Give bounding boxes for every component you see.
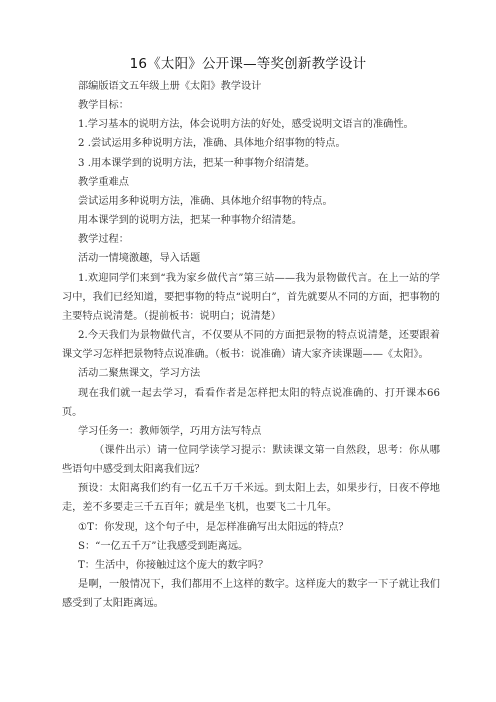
objective-item-1: 1.学习基本的说明方法，体会说明方法的好处，感受说明文语言的准确性。 bbox=[78, 119, 414, 131]
objective-item-2: 2 .尝试运用多种说明方法，准确、具体地介绍事物的特点。 bbox=[78, 138, 346, 150]
dialogue-line: T：生活中，你接触过这个庞大的数字吗？ bbox=[78, 559, 269, 571]
paragraph: 现在我们就一起去学习，看看作者是怎样把太阳的特点说准确的、打开课本66页。 bbox=[62, 387, 440, 418]
activity-heading-2: 活动二聚焦课文，学习方法 bbox=[78, 368, 201, 380]
section-heading-key-points: 教学重难点 bbox=[78, 176, 129, 188]
task-heading-1: 学习任务一：教师领学，巧用方法写特点 bbox=[78, 425, 262, 437]
paragraph: 1.欢迎同学们来到“我为家乡做代言”第三站——我为景物做代言。在上一站的学习中，我们已经知道，要把事物的特点“说明白”，首先就要从不同的方面，把事物的主要特点说清楚。（提前板书：说明白；说清楚） bbox=[62, 272, 440, 322]
section-heading-objectives: 教学目标： bbox=[78, 100, 129, 112]
section-heading-process: 教学过程： bbox=[78, 234, 129, 246]
objective-item-3: 3 .用本课学到的说明方法，把某一种事物介绍清楚。 bbox=[78, 157, 316, 169]
dialogue-line: S：“一亿五千万”让我感受到距离远。 bbox=[78, 540, 249, 552]
key-point-2: 用本课学到的说明方法，把某一种事物介绍清楚。 bbox=[78, 215, 303, 227]
paragraph: 预设：太阳离我们约有一亿五千万千米远。到太阳上去，如果步行，日夜不停地走，差不多要走三千五百年；就是坐飞机，也要飞二十几年。 bbox=[62, 483, 440, 514]
key-point-1: 尝试运用多种说明方法，准确、具体地介绍事物的特点。 bbox=[78, 195, 333, 207]
paragraph: 是啊，一般情况下，我们都用不上这样的数字。这样庞大的数字一下子就让我们感受到了太阳距离远。 bbox=[62, 579, 440, 610]
paragraph: （课件出示）请一位同学读学习提示：默读课文第一自然段，思考：你从哪些语句中感受到太阳离我们远？ bbox=[62, 444, 440, 476]
dialogue-line: ①T：你发现，这个句子中，是怎样准确写出太阳远的特点？ bbox=[78, 521, 349, 533]
subtitle-line: 部编版语文五年级上册《太阳》教学设计 bbox=[78, 81, 262, 92]
document-body bbox=[62, 77, 440, 613]
document-title: 16《太阳》公开课—等奖创新教学设计 bbox=[129, 56, 367, 72]
paragraph: 2.今天我们为景物做代言，不仅要从不同的方面把景物的特点说清楚，还要跟着课文学习怎样把景物特点说准确。（板书：说准确）请大家齐读课题——《太阳》。 bbox=[62, 330, 440, 361]
activity-heading-1: 活动一情境激趣，导入话题 bbox=[78, 253, 201, 265]
